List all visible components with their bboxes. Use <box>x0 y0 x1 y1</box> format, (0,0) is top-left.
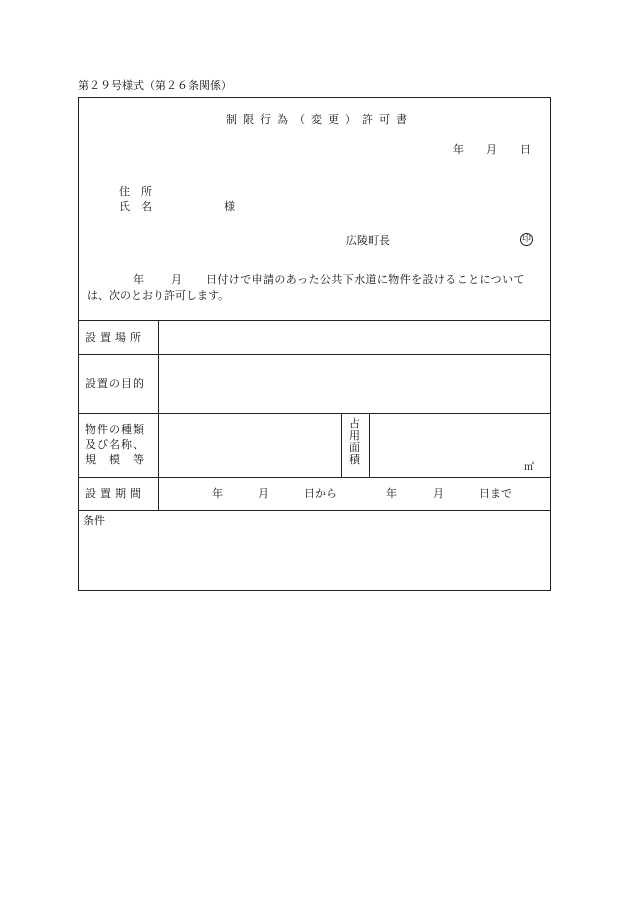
issue-date-year: 年 <box>453 143 464 156</box>
area-label-left-divider <box>341 413 342 477</box>
body-text-line2: は、次のとおり許可します。 <box>87 289 230 302</box>
document-title: 制限行為（変更）許可書 <box>226 113 413 126</box>
row-divider-3 <box>78 477 551 478</box>
issue-date-day: 日 <box>520 143 531 156</box>
area-label-char-3: 面 <box>349 441 360 454</box>
body-text-line1: 日付けで申請のあった公共下水道に物件を設けることについて <box>206 273 525 286</box>
body-year: 年 <box>133 273 144 286</box>
row-divider-4 <box>78 510 551 511</box>
label-column-divider <box>158 320 159 510</box>
area-label <box>349 418 360 466</box>
honorific: 様 <box>224 200 235 213</box>
row-divider-2 <box>78 413 551 414</box>
issue-date-month: 月 <box>486 143 497 156</box>
issuer-name: 広陵町長 <box>346 234 390 247</box>
area-label-char-2: 用 <box>349 429 360 442</box>
form-number: 第２９号様式（第２６条関係） <box>78 79 232 92</box>
area-unit: ㎡ <box>524 462 534 473</box>
conditions-label: 条件 <box>83 514 105 527</box>
period-to-suffix: 日まで <box>479 487 512 500</box>
period-from-month: 月 <box>258 487 269 500</box>
period-to-month: 月 <box>433 487 444 500</box>
location-label: 設置場所 <box>85 331 145 344</box>
seal-mark: 印 <box>521 234 531 244</box>
body-month: 月 <box>171 273 182 286</box>
period-to-year: 年 <box>386 487 397 500</box>
area-label-right-divider <box>369 413 370 477</box>
area-label-char-1: 占 <box>349 417 360 430</box>
period-label: 設置期間 <box>85 487 145 500</box>
period-from-suffix: 日から <box>304 487 337 500</box>
object-label-line2: 及び名称、 <box>85 438 145 451</box>
object-label-line1: 物件の種類 <box>85 423 145 436</box>
period-from-year: 年 <box>212 487 223 500</box>
area-label-char-4: 積 <box>349 453 360 466</box>
purpose-label: 設置の目的 <box>85 377 145 390</box>
object-label-line3: 規模等 <box>85 453 157 466</box>
table-top-border <box>78 320 551 321</box>
permit-form <box>78 97 551 591</box>
name-label: 氏 名 <box>119 200 152 213</box>
row-divider-1 <box>78 354 551 355</box>
address-label: 住 所 <box>119 185 152 198</box>
